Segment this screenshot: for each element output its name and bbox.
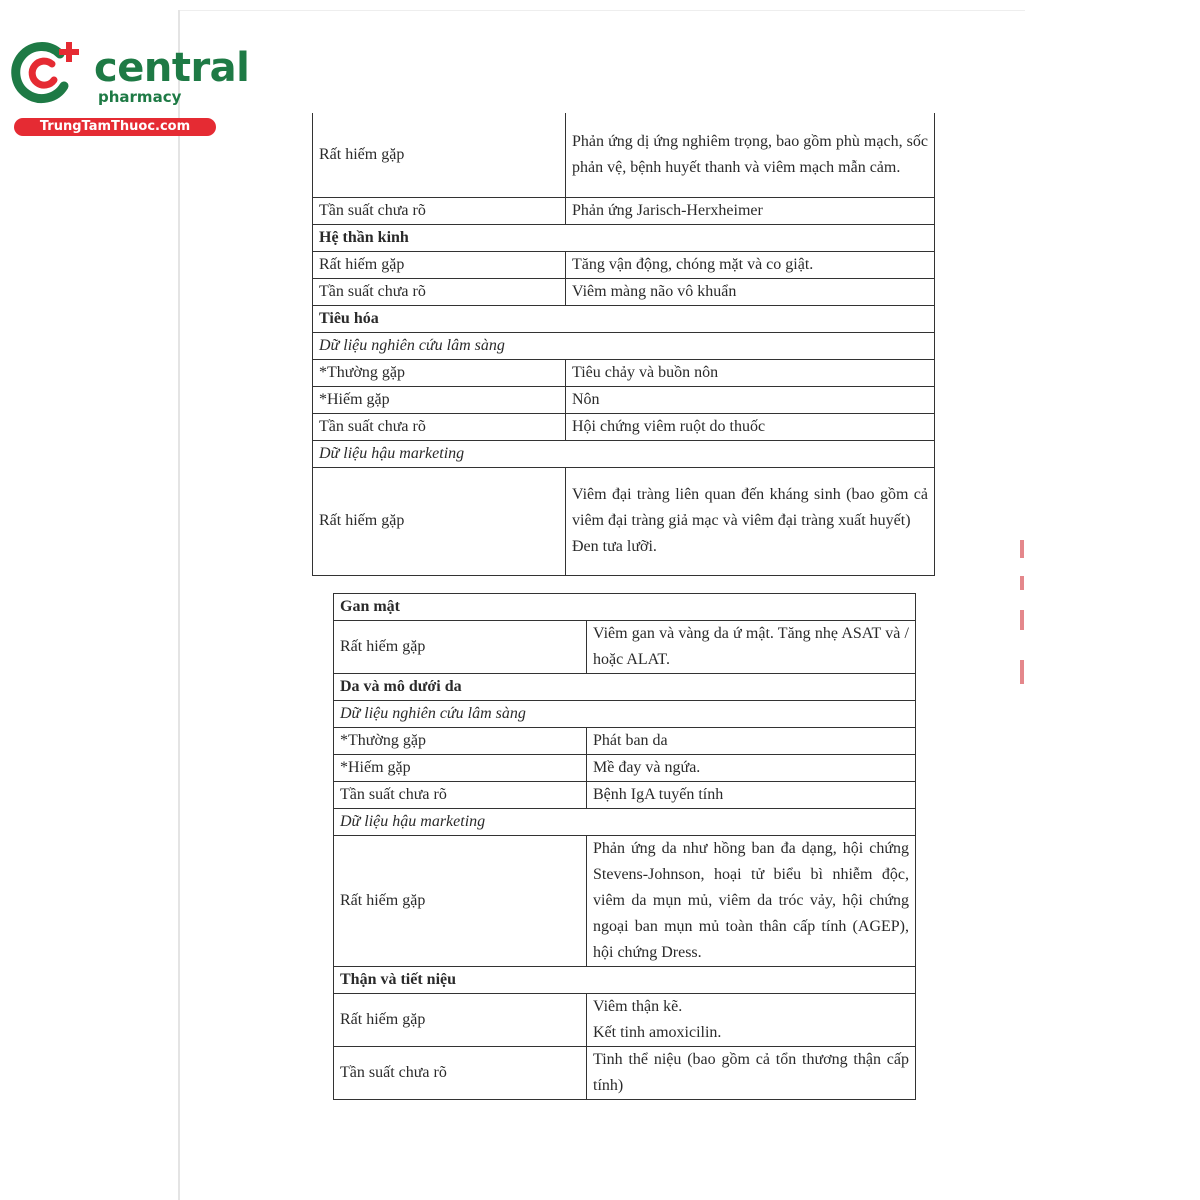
- section-row: [313, 305, 935, 332]
- section-heading: Hệ thần kinh: [313, 224, 935, 251]
- subsection-row: [334, 701, 916, 728]
- effect-line: Đen tưa lưỡi.: [572, 538, 657, 555]
- frequency-cell: Tần suất chưa rõ: [313, 413, 566, 440]
- logo-mark-icon: [8, 36, 88, 108]
- table-row: [334, 621, 916, 674]
- section-row: [334, 594, 916, 621]
- subsection-row: [313, 440, 935, 467]
- frequency-cell: *Thường gặp: [313, 359, 566, 386]
- adverse-reactions-table-2: [333, 593, 916, 1100]
- subsection-row: [313, 332, 935, 359]
- frequency-cell: *Hiếm gặp: [313, 386, 566, 413]
- frequency-cell: Tần suất chưa rõ: [313, 197, 566, 224]
- section-heading: Gan mật: [334, 594, 916, 621]
- section-row: [313, 224, 935, 251]
- subsection-heading: Dữ liệu nghiên cứu lâm sàng: [313, 332, 935, 359]
- effect-cell: Phản ứng da như hồng ban đa dạng, hội chứng Stevens-Johnson, hoại tử biểu bì nhiễm độc, viêm da mụn mủ, viêm da tróc vảy, hội chứng ngoại ban mụn mủ toàn thân cấp tính (AGEP), hội chứng Dress.: [587, 836, 916, 967]
- effect-cell: Hội chứng viêm ruột do thuốc: [566, 413, 935, 440]
- frequency-cell: Rất hiếm gặp: [313, 467, 566, 575]
- effect-cell: Phản ứng dị ứng nghiêm trọng, bao gồm phù mạch, sốc phản vệ, bệnh huyết thanh và viêm mạch mẫn cảm.: [566, 113, 935, 197]
- effect-line: Viêm thận kẽ.: [593, 998, 683, 1015]
- logo-url: TrungTamThuoc.com: [14, 118, 216, 136]
- adverse-reactions-table-1: [312, 113, 935, 576]
- table-row: [334, 1047, 916, 1100]
- frequency-cell: Rất hiếm gặp: [313, 251, 566, 278]
- table-row: [334, 755, 916, 782]
- effect-cell: Phản ứng Jarisch-Herxheimer: [566, 197, 935, 224]
- section-heading: Thận và tiết niệu: [334, 967, 916, 994]
- subsection-heading: Dữ liệu nghiên cứu lâm sàng: [334, 701, 916, 728]
- page-edge: [178, 10, 180, 1200]
- subsection-heading: Dữ liệu hậu marketing: [313, 440, 935, 467]
- central-pharmacy-logo[interactable]: [8, 36, 250, 136]
- effect-cell: Nôn: [566, 386, 935, 413]
- effect-cell: Mề đay và ngứa.: [587, 755, 916, 782]
- effect-cell: Bệnh IgA tuyến tính: [587, 782, 916, 809]
- effect-line: Kết tinh amoxicilin.: [593, 1024, 722, 1041]
- frequency-cell: *Hiếm gặp: [334, 755, 587, 782]
- table-row: [313, 413, 935, 440]
- frequency-cell: Tần suất chưa rõ: [313, 278, 566, 305]
- side-stamp-marks: [1016, 540, 1030, 690]
- table-row: [313, 386, 935, 413]
- effect-cell: Tinh thể niệu (bao gồm cả tổn thương thận cấp tính): [587, 1047, 916, 1100]
- table-row: [313, 467, 935, 575]
- table-row: [334, 994, 916, 1047]
- section-row: [334, 967, 916, 994]
- frequency-cell: Rất hiếm gặp: [313, 113, 566, 197]
- frequency-cell: Rất hiếm gặp: [334, 836, 587, 967]
- frequency-cell: Rất hiếm gặp: [334, 621, 587, 674]
- effect-cell: Tăng vận động, chóng mặt và co giật.: [566, 251, 935, 278]
- table-row: [313, 197, 935, 224]
- section-heading: Tiêu hóa: [313, 305, 935, 332]
- table-row: [313, 278, 935, 305]
- frequency-cell: Rất hiếm gặp: [334, 994, 587, 1047]
- page-edge-top: [180, 10, 1025, 11]
- effect-cell: Tiêu chảy và buồn nôn: [566, 359, 935, 386]
- effect-cell: Phát ban da: [587, 728, 916, 755]
- table-row: [334, 728, 916, 755]
- table-row: [313, 359, 935, 386]
- subsection-row: [334, 809, 916, 836]
- logo-subtitle: pharmacy: [98, 88, 182, 106]
- table-row: [334, 782, 916, 809]
- section-row: [334, 674, 916, 701]
- frequency-cell: Tần suất chưa rõ: [334, 782, 587, 809]
- effect-cell: [566, 467, 935, 575]
- section-heading: Da và mô dưới da: [334, 674, 916, 701]
- table-row: [334, 836, 916, 967]
- effect-line: Viêm đại tràng liên quan đến kháng sinh (bao gồm cả viêm đại tràng giả mạc và viêm đại tràng xuất huyết): [572, 486, 928, 529]
- table-row: [313, 251, 935, 278]
- effect-cell: Viêm gan và vàng da ứ mật. Tăng nhẹ ASAT và / hoặc ALAT.: [587, 621, 916, 674]
- frequency-cell: *Thường gặp: [334, 728, 587, 755]
- subsection-heading: Dữ liệu hậu marketing: [334, 809, 916, 836]
- effect-cell: Viêm màng não vô khuẩn: [566, 278, 935, 305]
- logo-brand: central: [94, 45, 250, 91]
- effect-cell: [587, 994, 916, 1047]
- table-row: [313, 113, 935, 197]
- frequency-cell: Tần suất chưa rõ: [334, 1047, 587, 1100]
